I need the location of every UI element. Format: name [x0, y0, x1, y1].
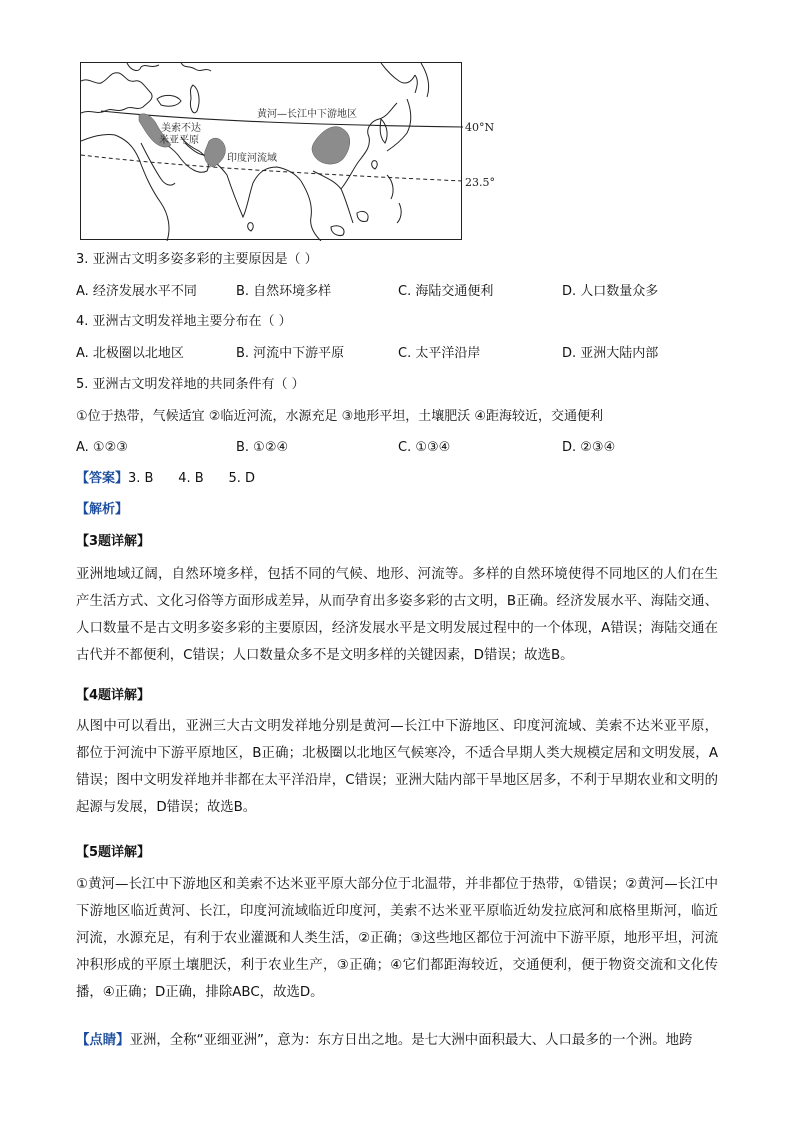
- q3-options: [76, 283, 716, 301]
- q3-option-a: A. 经济发展水平不同: [76, 284, 197, 299]
- q4-option-c: C. 太平洋沿岸: [398, 346, 481, 361]
- q5-option-b: B. ①②④: [236, 440, 289, 455]
- yellow-yangtze-region: [312, 127, 350, 164]
- label-yellow-river: 黄河—长江中下游地区: [257, 109, 357, 120]
- q3-option-d: D. 人口数量众多: [562, 284, 659, 299]
- scandinavia-coast: [127, 63, 159, 70]
- q3-option-c: C. 海陆交通便利: [398, 284, 494, 299]
- india-coast: [207, 157, 301, 217]
- island-2: [357, 211, 368, 221]
- label-mesopotamia-line2: 米亚平原: [159, 135, 199, 146]
- q5-option-d: D. ②③④: [562, 440, 616, 455]
- red-sea: [141, 143, 175, 185]
- q3-stem: 3. 亚洲古文明多姿多彩的主要原因是（ ）: [76, 252, 318, 267]
- answer-text: 3. B 4. B 5. D: [128, 471, 256, 486]
- label-indus: 印度河流域: [227, 153, 277, 164]
- detail3-tag: 【3题详解】: [76, 534, 151, 549]
- indochina-coast: [301, 181, 321, 241]
- europe-coast: [81, 73, 152, 113]
- northeast-coast: [381, 63, 415, 83]
- q5-option-c: C. ①③④: [398, 440, 451, 455]
- q5-option-a: A. ①②③: [76, 440, 128, 455]
- sea-coast-east: [313, 171, 353, 223]
- q5-options: [76, 439, 716, 457]
- label-23-5: 23.5°: [465, 176, 495, 189]
- africa-coast: [81, 134, 169, 241]
- detail5-tag: 【5题详解】: [76, 845, 151, 860]
- tip-line: [76, 1027, 718, 1054]
- caspian-sea: [190, 85, 199, 113]
- sri-lanka: [248, 223, 253, 231]
- philippines: [387, 175, 401, 223]
- q5-statements: ①位于热带，气候适宜 ②临近河流，水源充足 ③地形平坦，土壤肥沃 ④距海较近，交通便利: [76, 409, 604, 424]
- tip-tag: 【点睛】: [76, 1033, 130, 1048]
- analysis-tag: 【解析】: [76, 502, 129, 517]
- kamchatka: [421, 63, 429, 97]
- q4-option-d: D. 亚洲大陆内部: [562, 346, 659, 361]
- asia-civilization-map: [80, 62, 495, 240]
- detail4-tag: 【4题详解】: [76, 688, 151, 703]
- korea-peninsula: [380, 119, 387, 143]
- q4-option-b: B. 河流中下游平原: [236, 346, 345, 361]
- q4-option-a: A. 北极圈以北地区: [76, 346, 184, 361]
- tip-text: 亚洲，全称“亚细亚洲”，意为：东方日出之地。是七大洲中面积最大、人口最多的一个洲。地跨: [129, 1033, 693, 1048]
- map-drawing: [81, 63, 463, 241]
- taiwan: [372, 161, 377, 169]
- q4-stem: 4. 亚洲古文明发祥地主要分布在（ ）: [76, 314, 292, 329]
- detail5-text: ①黄河—长江中下游地区和美索不达米亚平原大部分位于北温带，并非都位于热带，①错误；②黄河—长江中下游地区临近黄河、长江，印度河流域临近印度河，美索不达米亚平原临近幼发拉底河和底格里斯河，临近河流，水源充足，有利于农业灌溉和人类生活，②正确；③这些地区都位于河流中下游平原，地形平坦，河流冲积形成的平原土壤肥沃，利于农业生产，③正确；④它们都距海较近，交通便利，便于物资交流和文化传播，④正确；D正确，排除ABC，故选D。: [76, 877, 718, 1000]
- q4-options: [76, 345, 716, 363]
- detail3-text: 亚洲地域辽阔，自然环境多样，包括不同的气候、地形、河流等。多样的自然环境使得不同地区的人们在生产生活方式、文化习俗等方面形成差异，从而孕育出多姿多彩的古文明，B正确。经济发展水平、海陆交通、人口数量不是古文明多姿多彩的主要原因，经济发展水平是文明发展过程中的一个体现，A错误；海陆交通在古代并不都便利，C错误；人口数量众多不是文明多样的关键因素，D错误；故选B。: [76, 567, 718, 663]
- indus-region: [204, 138, 225, 167]
- answer-line: [76, 470, 255, 488]
- detail4-text: 从图中可以看出，亚洲三大古文明发祥地分别是黄河—长江中下游地区、印度河流域、美索不达米亚平原，都位于河流中下游平原地区，B正确；北极圈以北地区气候寒冷，不适合早期人类大规模定居和文明发展，A错误；图中文明发祥地并非都在太平洋沿岸，C错误；亚洲大陆内部干旱地区居多，不利于早期农业和文明的起源与发展，D错误；故选B。: [76, 719, 718, 815]
- island-1: [331, 226, 344, 236]
- japan-islands: [387, 75, 417, 151]
- label-40n: 40°N: [465, 121, 495, 134]
- label-mesopotamia-line1: 美索不达: [161, 123, 201, 134]
- black-sea: [157, 95, 181, 106]
- answer-tag: 【答案】: [76, 471, 129, 486]
- q3-option-b: B. 自然环境多样: [236, 284, 332, 299]
- arctic-coast: [181, 63, 211, 71]
- q5-stem: 5. 亚洲古文明发祥地的共同条件有（ ）: [76, 377, 305, 392]
